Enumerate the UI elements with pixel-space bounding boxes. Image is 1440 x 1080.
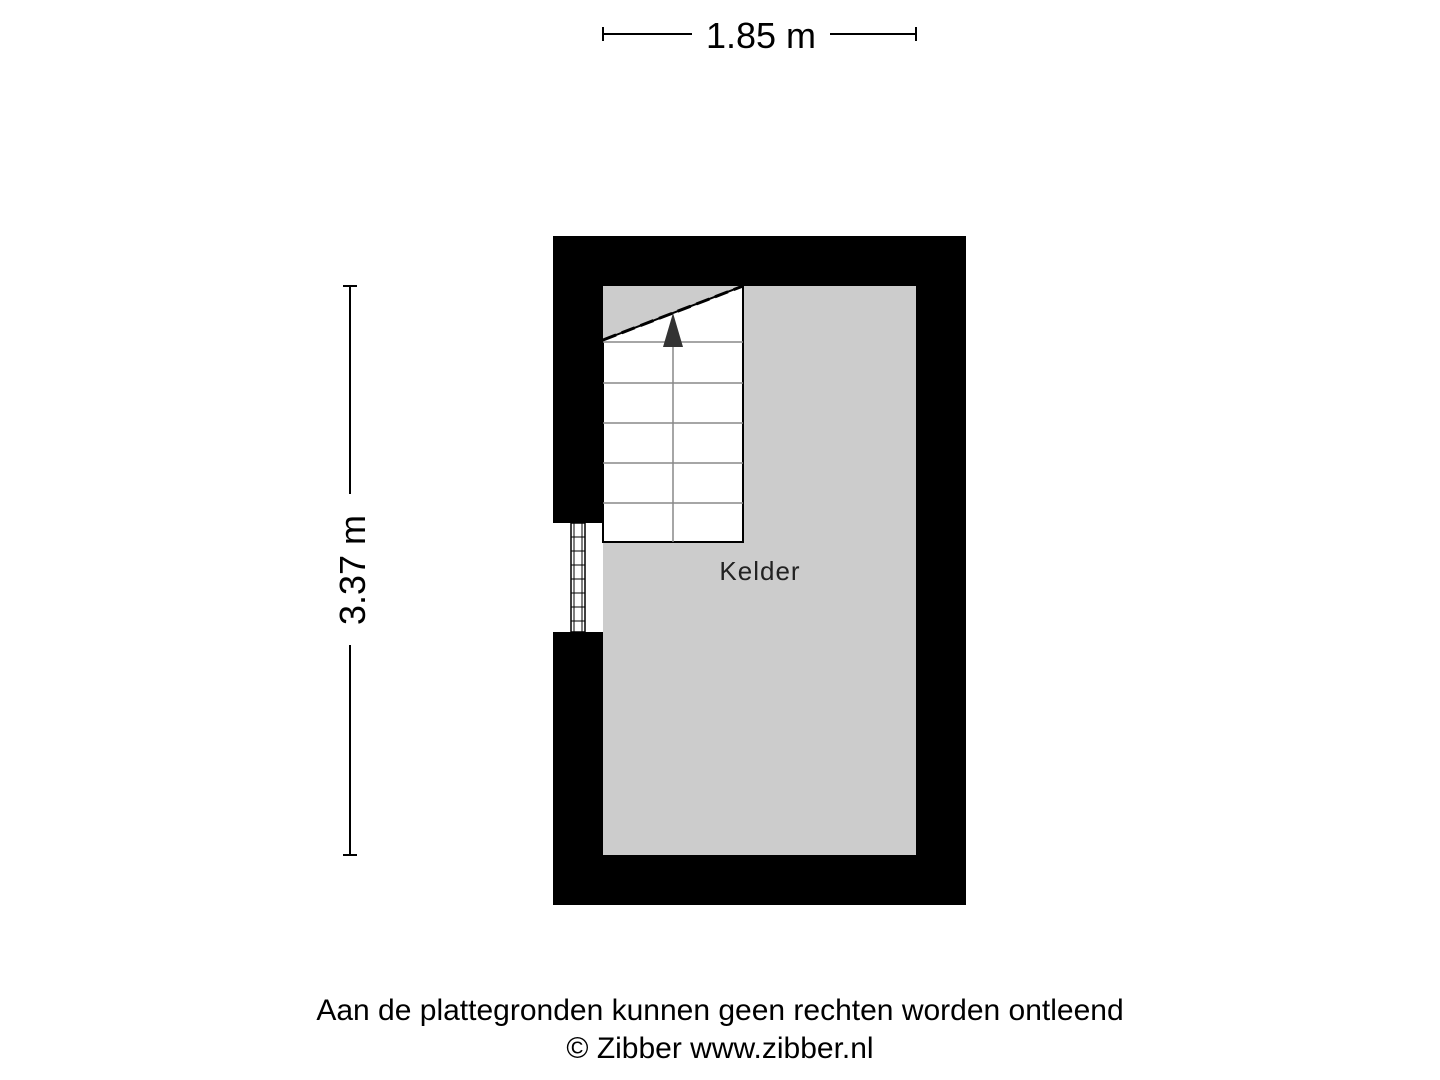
door-opening (553, 523, 603, 632)
height-dimension (332, 286, 373, 855)
disclaimer-text: Aan de plattegronden kunnen geen rechten worden ontleend (316, 994, 1124, 1027)
room-label: Kelder (719, 556, 801, 586)
width-label: 1.85 m (705, 15, 817, 56)
copyright-text: © Zibber www.zibber.nl (566, 1032, 874, 1065)
width-dimension (603, 15, 916, 56)
height-label: 3.37 m (332, 514, 373, 626)
